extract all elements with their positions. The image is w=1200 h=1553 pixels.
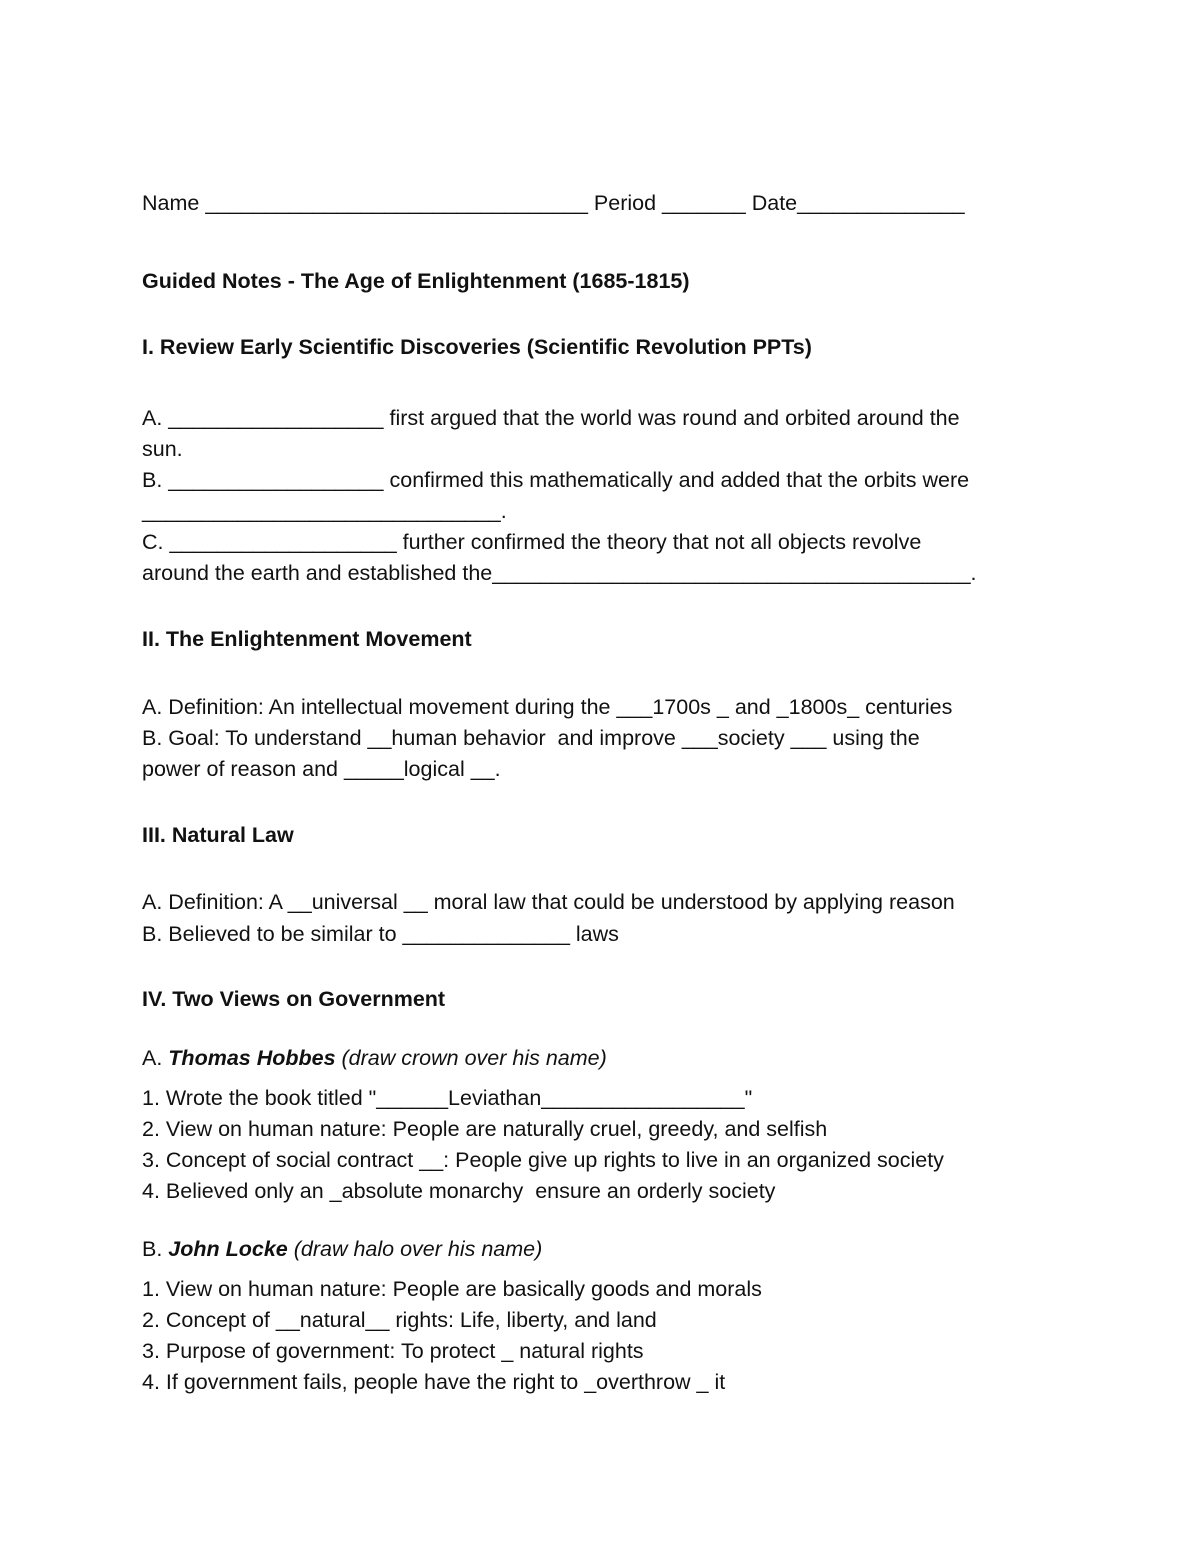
section-heading-government: IV. Two Views on Government	[142, 987, 446, 1011]
section1-line-b: B. __________________ confirmed this mathematically and added that the orbits were	[142, 468, 970, 492]
section2-line-goal-cont: power of reason and _____logical __.	[142, 757, 501, 781]
locke-item: 3. Purpose of government: To protect _ natural rights	[142, 1339, 644, 1363]
locke-item: 4. If government fails, people have the right to _overthrow _ it	[142, 1370, 726, 1394]
locke-item: 2. Concept of __natural__ rights: Life, liberty, and land	[142, 1308, 657, 1332]
locke-item: 1. View on human nature: People are basically goods and morals	[142, 1277, 762, 1301]
section1-line-c-cont: around the earth and established the________________________________________.	[142, 561, 977, 585]
locke-prefix: B.	[142, 1237, 169, 1261]
section1-line-a-cont: sun.	[142, 437, 183, 461]
hobbes-heading	[142, 1048, 607, 1070]
name-period-date-line: Name ________________________________ Period _______ Date______________	[142, 191, 965, 215]
section2-line-goal: B. Goal: To understand __human behavior and improve ___society ___ using the	[142, 726, 920, 750]
section1-line-b-cont: ______________________________.	[142, 499, 507, 523]
section3-line-definition: A. Definition: A __universal __ moral law that could be understood by applying reason	[142, 890, 955, 914]
hobbes-item: 1. Wrote the book titled "______Leviathan_________________"	[142, 1086, 753, 1110]
hobbes-item: 3. Concept of social contract __: People give up rights to live in an organized society	[142, 1148, 944, 1172]
section-heading-enlightenment: II. The Enlightenment Movement	[142, 627, 472, 651]
hobbes-prefix: A.	[142, 1046, 169, 1070]
section2-line-definition: A. Definition: An intellectual movement during the ___1700s _ and _1800s_ centuries	[142, 695, 953, 719]
hobbes-item: 4. Believed only an _absolute monarchy ensure an orderly society	[142, 1179, 776, 1203]
locke-heading	[142, 1239, 542, 1261]
hobbes-item: 2. View on human nature: People are naturally cruel, greedy, and selfish	[142, 1117, 828, 1141]
section-heading-review: I. Review Early Scientific Discoveries (Scientific Revolution PPTs)	[142, 335, 812, 359]
section-heading-natural-law: III. Natural Law	[142, 823, 294, 847]
hobbes-name: Thomas Hobbes	[168, 1046, 336, 1070]
hobbes-note: (draw crown over his name)	[335, 1046, 607, 1070]
section3-line-similar: B. Believed to be similar to ______________ laws	[142, 922, 619, 946]
locke-name: John Locke	[168, 1237, 288, 1261]
locke-note: (draw halo over his name)	[287, 1237, 543, 1261]
page-title: Guided Notes - The Age of Enlightenment (1685-1815)	[142, 269, 690, 293]
section1-line-a: A. __________________ first argued that the world was round and orbited around the	[142, 406, 960, 430]
section1-line-c: C. ___________________ further confirmed the theory that not all objects revolve	[142, 530, 922, 554]
